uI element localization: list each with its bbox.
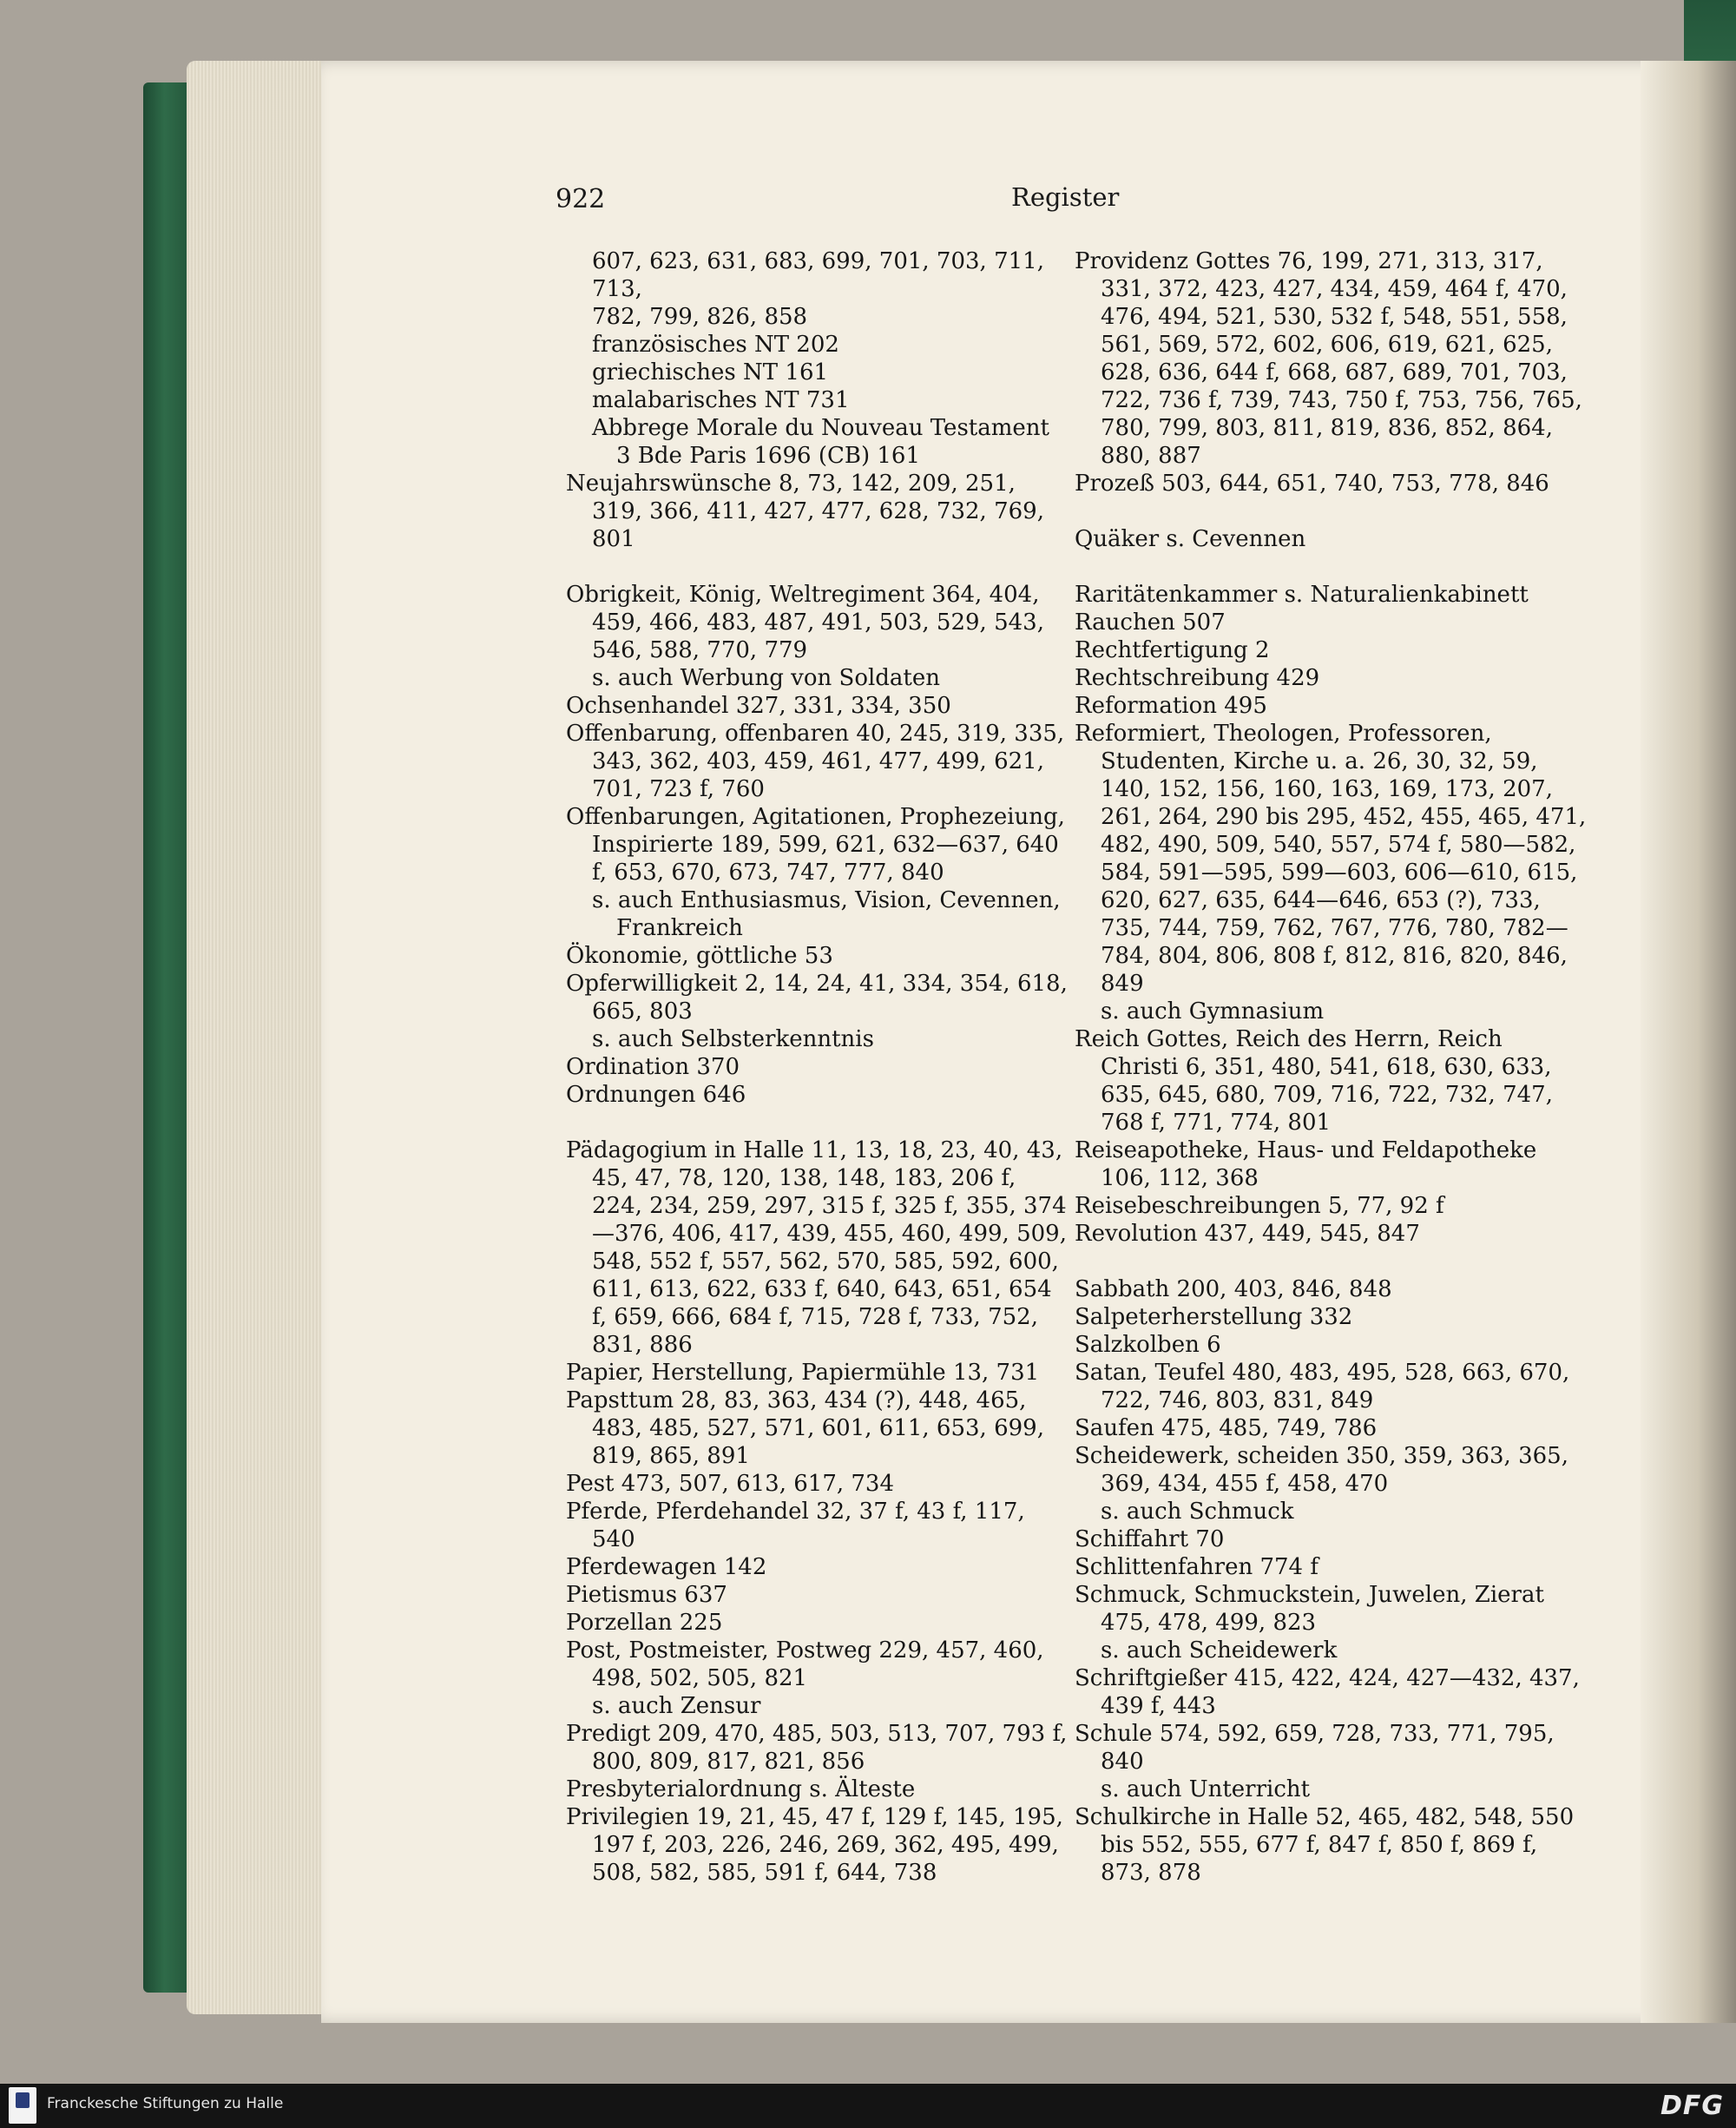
index-subentry: s. auch Scheidewerk [1101,1637,1338,1664]
index-entry: Reformiert, Theologen, Professoren, Studenten, Kirche u. a. 26, 30, 32, 59, 140, 152, 156, 160, 163, 169, 173, 207, 261, 264, 290 bis 295, 452, 455, 465, 471, 482, 490, 509, 540, 557, 574 f, 580—582, 584, 591—595, 599—603, 606—610, 615, 620, 627, 635, 644—646, 653 (?), 733, 735, 744, 759, 762, 767, 776, 780, 782—784, 804, 806, 808 f, 812, 816, 820, 846, 849 [1075,721,1587,997]
index-entry: Opferwilligkeit 2, 14, 24, 41, 334, 354, 618, 665, 803 [566,971,1068,1024]
page-number: 922 [556,184,606,214]
index-entry: Neujahrswünsche 8, 73, 142, 209, 251, 319, 366, 411, 427, 477, 628, 732, 769, 801 [566,471,1044,552]
page-gutter [1641,61,1736,2023]
dfg-logo: DFG [1660,2091,1724,2121]
index-column-right [1075,247,1587,1887]
index-entry: Scheidewerk, scheiden 350, 359, 363, 365, 369, 434, 455 f, 458, 470 [1075,1443,1568,1497]
entry-gap [1075,1248,1587,1275]
index-entry: Post, Postmeister, Postweg 229, 457, 460, 498, 502, 505, 821 [566,1637,1044,1691]
index-entry: Ochsenhandel 327, 331, 334, 350 [566,693,951,719]
index-entry: Schlittenfahren 774 f [1075,1554,1318,1580]
index-entry: Privilegien 19, 21, 45, 47 f, 129 f, 145, 195, 197 f, 203, 226, 246, 269, 362, 495, 499, 508, 582, 585, 591 f, 644, 738 [566,1804,1063,1886]
index-entry: Schriftgießer 415, 422, 424, 427—432, 437, 439 f, 443 [1075,1665,1580,1719]
viewer-footer-bar [0,2084,1736,2128]
index-subentry: s. auch Werbung von Soldaten [592,665,941,691]
index-entry: Rechtschreibung 429 [1075,665,1320,691]
index-entry: Porzellan 225 [566,1610,723,1636]
index-subentry: s. auch Zensur [592,1693,761,1719]
index-entry: Providenz Gottes 76, 199, 271, 313, 317, 331, 372, 423, 427, 434, 459, 464 f, 470, 476, 494, 521, 530, 532 f, 548, 551, 558, 561, 569, 572, 602, 606, 619, 621, 625, 628, 636, 644 f, 668, 687, 689, 701, 703, 722, 736 f, 739, 743, 750 f, 753, 756, 765, 780, 799, 803, 811, 819, 836, 852, 864, 880, 887 [1075,248,1582,469]
index-entry: Pferde, Pferdehandel 32, 37 f, 43 f, 117, 540 [566,1499,1025,1552]
index-entry: Rauchen 507 [1075,609,1226,636]
index-subentry: Abbrege Morale du Nouveau Testament 3 Bde Paris 1696 (CB) 161 [592,415,1049,469]
index-entry: Obrigkeit, König, Weltregiment 364, 404, 459, 466, 483, 487, 491, 503, 529, 543, 546, 588, 770, 779 [566,582,1044,663]
index-entry: Revolution 437, 449, 545, 847 [1075,1221,1420,1247]
index-entry: Pest 473, 507, 613, 617, 734 [566,1471,895,1497]
institution-logo-icon [9,2087,36,2124]
index-entry: Papsttum 28, 83, 363, 434 (?), 448, 465, 483, 485, 527, 571, 601, 611, 653, 699, 819, 865, 891 [566,1387,1044,1469]
index-entry: Saufen 475, 485, 749, 786 [1075,1415,1378,1441]
index-continuation: 782, 799, 826, 858 [592,304,808,330]
page-header-title: Register [1011,182,1120,212]
index-entry: Quäker s. Cevennen [1075,526,1306,552]
index-subentry: französisches NT 202 [592,332,839,358]
index-entry: Ökonomie, göttliche 53 [566,943,833,969]
index-entry: Presbyterialordnung s. Älteste [566,1776,916,1802]
index-entry: Pferdewagen 142 [566,1554,767,1580]
index-column-left [566,247,1069,1887]
index-entry: Raritätenkammer s. Naturalienkabinett [1075,582,1529,608]
index-entry: Salpeterherstellung 332 [1075,1304,1353,1330]
index-subentry: s. auch Unterricht [1101,1776,1311,1802]
entry-gap [566,553,1069,581]
entry-gap [566,1109,1069,1136]
book-cover-spine [143,82,191,1993]
index-subentry: s. auch Selbsterkenntnis [592,1026,874,1052]
index-subentry: griechisches NT 161 [592,359,829,385]
entry-gap [1075,553,1587,581]
index-continuation: 607, 623, 631, 683, 699, 701, 703, 711, 713, [592,248,1044,302]
index-entry: Ordination 370 [566,1054,740,1080]
index-entry: Offenbarung, offenbaren 40, 245, 319, 335, 343, 362, 403, 459, 461, 477, 499, 621, 701, 723 f, 760 [566,721,1065,802]
index-entry: Salzkolben 6 [1075,1332,1221,1358]
index-entry: Sabbath 200, 403, 846, 848 [1075,1276,1392,1302]
entry-gap [1075,497,1587,525]
index-subentry: malabarisches NT 731 [592,387,850,413]
index-entry: Satan, Teufel 480, 483, 495, 528, 663, 670, 722, 746, 803, 831, 849 [1075,1360,1570,1413]
page-edges [187,61,339,2014]
index-entry: Reich Gottes, Reich des Herrn, Reich Christi 6, 351, 480, 541, 618, 630, 633, 635, 645, 680, 709, 716, 722, 732, 747, 768 f, 771, 774, 801 [1075,1026,1553,1136]
index-entry: Reiseapotheke, Haus- und Feldapotheke 106, 112, 368 [1075,1137,1537,1191]
index-entry: Prozeß 503, 644, 651, 740, 753, 778, 846 [1075,471,1549,497]
index-subentry: s. auch Gymnasium [1101,998,1325,1024]
index-subentry: s. auch Schmuck [1101,1499,1294,1525]
index-entry: Schule 574, 592, 659, 728, 733, 771, 795, 840 [1075,1721,1555,1775]
institution-name: Franckesche Stiftungen zu Halle [47,2095,284,2112]
index-entry: Reisebeschreibungen 5, 77, 92 f [1075,1193,1444,1219]
index-entry: Reformation 495 [1075,693,1267,719]
index-entry: Rechtfertigung 2 [1075,637,1270,663]
index-entry: Pietismus 637 [566,1582,727,1608]
index-entry: Ordnungen 646 [566,1082,746,1108]
index-entry: Schiffahrt 70 [1075,1526,1225,1552]
index-entry: Schulkirche in Halle 52, 465, 482, 548, 550 bis 552, 555, 677 f, 847 f, 850 f, 869 f, 873, 878 [1075,1804,1575,1886]
index-entry: Papier, Herstellung, Papiermühle 13, 731 [566,1360,1040,1386]
index-entry: Predigt 209, 470, 485, 503, 513, 707, 793 f, 800, 809, 817, 821, 856 [566,1721,1068,1775]
index-entry: Pädagogium in Halle 11, 13, 18, 23, 40, 43, 45, 47, 78, 120, 138, 148, 183, 206 f, 224, 234, 259, 297, 315 f, 325 f, 355, 374—376, 406, 417, 439, 455, 460, 499, 509, 548, 552 f, 557, 562, 570, 585, 592, 600, 611, 613, 622, 633 f, 640, 643, 651, 654 f, 659, 666, 684 f, 715, 728 f, 733, 752, 831, 886 [566,1137,1067,1358]
index-entry: Schmuck, Schmuckstein, Juwelen, Zierat 475, 478, 499, 823 [1075,1582,1544,1636]
index-entry: Offenbarungen, Agitationen, Prophezeiung, Inspirierte 189, 599, 621, 632—637, 640 f, 653, 670, 673, 747, 777, 840 [566,804,1065,886]
index-subentry: s. auch Enthusiasmus, Vision, Cevennen, Frankreich [592,887,1061,941]
